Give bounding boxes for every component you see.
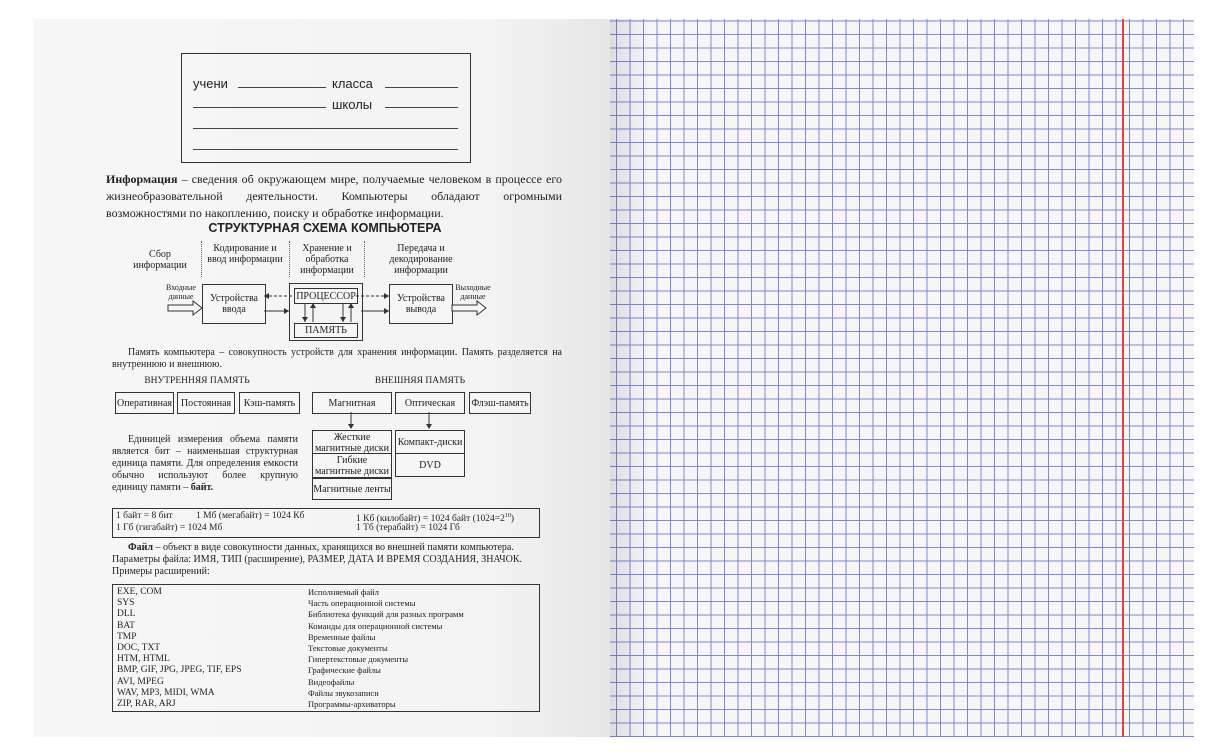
input-data-label: Входные данные [166, 283, 196, 301]
file-definition: – объект в виде совокупности данных, хранящихся во внешней памяти компьютера. [152, 542, 514, 553]
extension-code: SYS [117, 598, 135, 609]
unit-term: байт. [190, 482, 214, 493]
extension-description: Текстовые документы [308, 643, 388, 653]
internal-item-cache: Кэш-память [239, 392, 300, 414]
internal-item-ram: Оперативная [115, 392, 174, 414]
input-devices-box: Устройства ввода [202, 284, 266, 324]
stage-transfer: Передача и декодирование информации [389, 243, 453, 276]
file-examples-label: Примеры расширений: [112, 566, 210, 577]
memory-intro: Память компьютера – совокупность устройств для хранения информации. Память разделяется на внутреннюю и внешнюю. [112, 347, 562, 370]
unit-kb: 1 Кб (килобайт) = 1024 байт $(1024=2^{10})$ [356, 513, 515, 525]
extension-description: Команды для операционной системы [308, 620, 443, 631]
scheme-title: СТРУКТУРНАЯ СХЕМА КОМПЬЮТЕРА [208, 221, 442, 235]
input-arrow-icon [168, 301, 202, 315]
blank-line-2[interactable] [193, 149, 458, 150]
file-params: Параметры файла: ИМЯ, ТИП (расширение), РАЗМЕР, ДАТА И ВРЕМЯ СОЗДАНИЯ, ЗНАЧОК. [112, 554, 523, 565]
extension-description: Исполняемый файл [308, 587, 379, 597]
unit-text: Единицей измерения объема памяти является бит – наименьшая структурная единица памяти. Для определения емкости обычно используют более крупную единицу памяти – [112, 434, 298, 493]
stage-store: Хранение и обработка информации [300, 243, 354, 276]
intro-term: Информация [106, 172, 178, 186]
red-margin-line [1122, 19, 1124, 737]
external-optical: Оптическая [395, 392, 465, 414]
graph-paper-page [610, 19, 1194, 737]
stage-collect: Сбор информации [133, 249, 187, 271]
scheme-arrows [160, 280, 500, 345]
processor-box: ПРОЦЕССОР [294, 288, 358, 304]
student-line[interactable] [238, 87, 326, 88]
internal-memory-title: ВНУТРЕННЯЯ ПАМЯТЬ [144, 376, 250, 386]
class-label: класса [332, 76, 373, 91]
intro-paragraph [106, 171, 562, 222]
output-devices-box: Устройства вывода [389, 284, 453, 324]
extension-code: BAT [117, 620, 135, 631]
file-paragraph [112, 542, 552, 578]
school-label: школы [332, 97, 373, 112]
extension-description: Библиотека функций для разных программ [308, 609, 464, 620]
extension-description: Гипертекстовые документы [308, 654, 409, 665]
extension-code: HTM, HTML [117, 654, 170, 665]
unit-mb: 1 Мб (мегабайт) = 1024 Кб [196, 511, 305, 521]
stage-divider-1 [201, 241, 202, 277]
unit-tb: 1 Тб (терабайт) = 1024 Гб [356, 523, 460, 533]
stage-encode: Кодирование и ввод информации [207, 243, 283, 265]
extension-code: DOC, TXT [117, 643, 161, 653]
school-line-right[interactable] [385, 107, 458, 108]
class-line[interactable] [385, 87, 458, 88]
external-flash: Флэш-память [469, 392, 531, 414]
magnetic-tape: Магнитные ленты [312, 478, 392, 500]
student-label: учени [193, 76, 228, 91]
extension-description: Файлы звукозаписи [308, 687, 379, 698]
stage-divider-2 [289, 241, 290, 277]
name-plate [181, 53, 471, 163]
stage-divider-3 [364, 241, 365, 277]
optical-dvd: DVD [395, 453, 465, 477]
extension-code: WAV, MP3, MIDI, WMA [117, 687, 215, 698]
internal-item-rom: Постоянная [177, 392, 235, 414]
external-magnetic: Магнитная [312, 392, 392, 414]
output-data-label: Выходные данные [455, 283, 491, 301]
optical-cd: Компакт-диски [395, 430, 465, 454]
output-arrow-icon [452, 301, 486, 315]
extension-description: Часть операционной системы [308, 598, 416, 609]
extension-code: BMP, GIF, JPG, JPEG, TIF, EPS [117, 665, 242, 676]
external-memory-title: ВНЕШНЯЯ ПАМЯТЬ [374, 376, 466, 386]
extension-description: Графические файлы [308, 665, 381, 676]
extension-code: EXE, COM [117, 587, 162, 597]
extension-code: TMP [117, 631, 137, 642]
extension-code: DLL [117, 609, 136, 620]
magnetic-floppy: Гибкие магнитные диски [312, 453, 392, 478]
extension-code: AVI, MPEG [117, 676, 164, 687]
extension-description: Программы-архиваторы [308, 699, 396, 709]
file-term: Файл [128, 542, 153, 553]
unit-paragraph [112, 434, 298, 494]
external-arrows [340, 412, 460, 430]
extension-code: ZIP, RAR, ARJ [117, 699, 176, 709]
unit-gb: 1 Гб (гигабайт) = 1024 Мб [116, 523, 223, 533]
memory-box: ПАМЯТЬ [294, 323, 358, 338]
magnetic-hdd: Жесткие магнитные диски [312, 430, 392, 455]
intro-text: – сведения об окружающем мире, получаемые человеком в процессе его жизнеобразовательной деятельности. Компьютеры обладают огромными возможностями по накоплению, поиску и обработке информации. [106, 172, 562, 220]
blank-line-1[interactable] [193, 128, 458, 129]
school-line[interactable] [193, 107, 326, 108]
unit-byte: 1 байт = 8 бит [116, 511, 173, 521]
extension-description: Временные файлы [308, 631, 376, 642]
extension-description: Видеофайлы [308, 676, 355, 687]
